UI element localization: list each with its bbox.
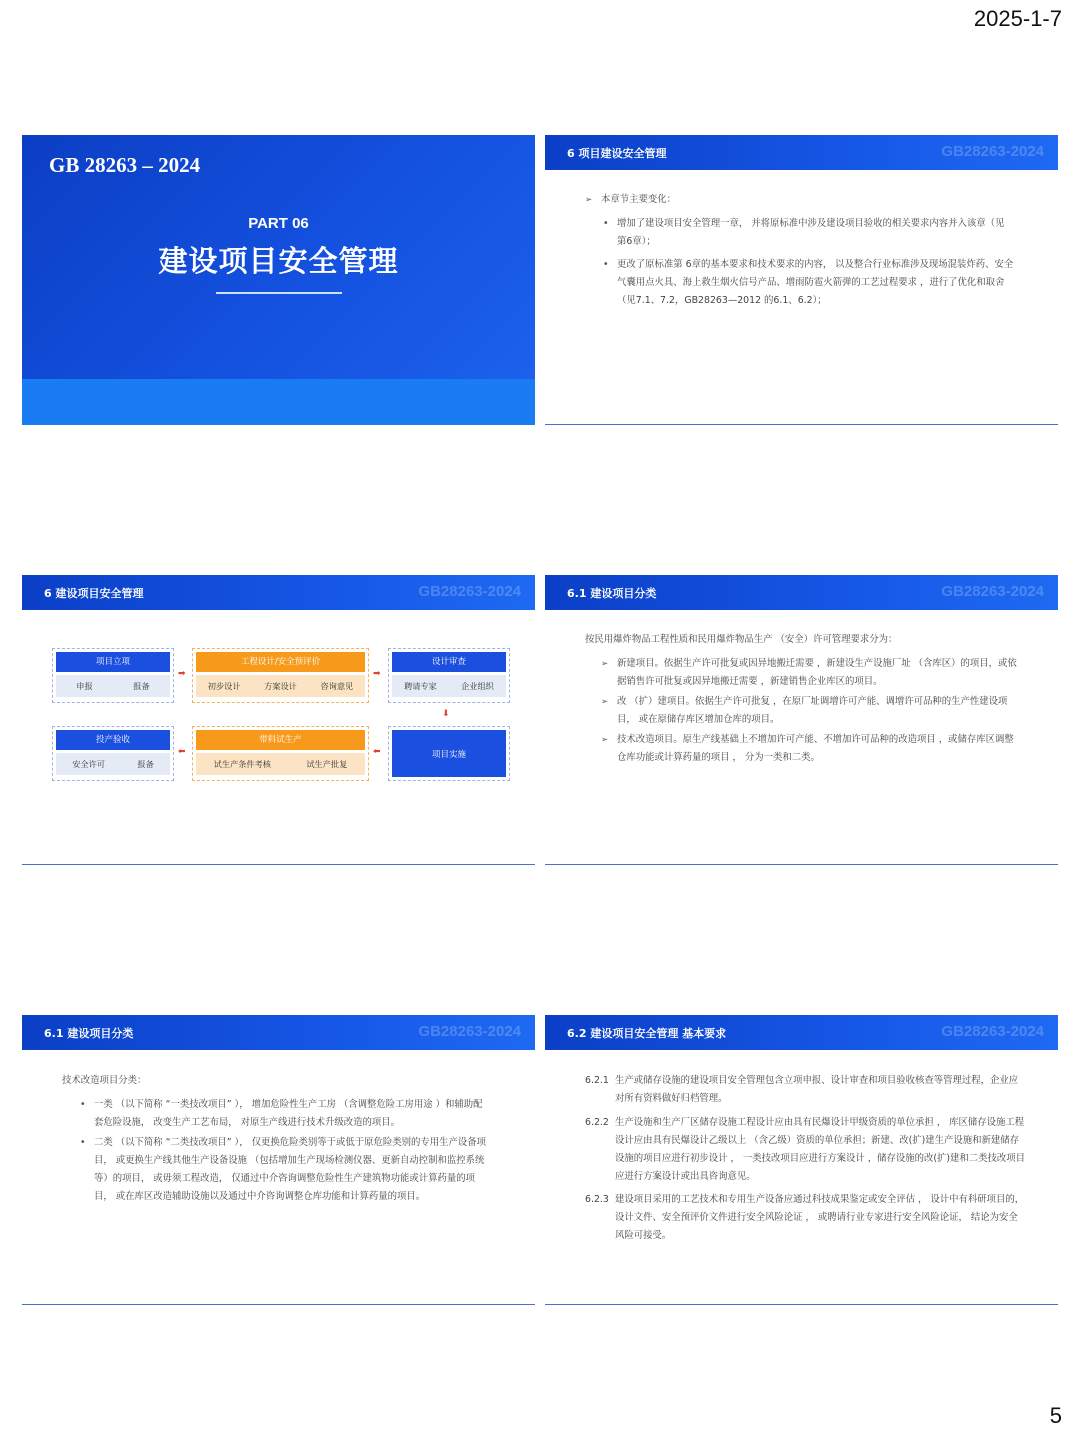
slide-header xyxy=(545,1015,1058,1050)
flow-box-trial-production xyxy=(192,726,369,781)
page-number: 5 xyxy=(1049,1403,1062,1428)
slide-classification xyxy=(545,575,1058,865)
clause-item xyxy=(585,1191,1025,1245)
page-date: 2025-1-7 xyxy=(973,6,1062,31)
flow-box-steps xyxy=(392,675,506,697)
arrow-down-icon: ⬇ xyxy=(442,709,450,719)
slide-watermark: GB28263-2024 xyxy=(941,583,1044,600)
clause-number: 6.2.3 xyxy=(585,1194,609,1205)
clause-text: 生产设施和生产厂区储存设施工程设计应由具有民爆设计甲级资质的单位承担 ， 库区储存设施工程设计应由具有民爆设计乙级以上 （含乙级）资质的单位承担；新建、改(扩)建生产设施和新建储存设施的项目应进行初步设计 ， 一类技改项目应进行方案设计 ，储存设施的改(扩)建和二类技改项目应进行方案设计或出具咨询意见。 xyxy=(615,1117,1026,1182)
flow-box-design-review xyxy=(388,648,510,703)
flow-step: 企业组织 xyxy=(461,680,494,691)
clause-text: 生产或储存设施的建设项目安全管理包含立项申报、设计审查和项目验收核查等管理过程，企业应对所有资料做好归档管理。 xyxy=(615,1075,1019,1104)
slide-bottom-rule xyxy=(22,1304,535,1305)
intro-text: ➢ 本章节主要变化： xyxy=(585,191,676,209)
slide-header-title: 6.1 建设项目分类 xyxy=(567,587,657,600)
flow-step: 聘请专家 xyxy=(404,680,437,691)
clause-item xyxy=(585,1072,1025,1108)
flow-step: 试生产条件考核 xyxy=(213,758,271,769)
list-item: • 增加了建设项目安全管理一章， 并将原标准中涉及建设项目验收的相关要求内容并入该章（见第6章）； xyxy=(601,215,1011,251)
standard-number: GB 28263 – 2024 xyxy=(49,153,201,177)
slide-body xyxy=(22,1050,535,1305)
part-label: PART 06 xyxy=(248,215,309,232)
clause-item xyxy=(585,1114,1025,1186)
slide-bottom-rule xyxy=(545,1304,1058,1305)
slide-body xyxy=(545,170,1058,425)
slide-watermark: GB28263-2024 xyxy=(418,583,521,600)
flow-box-title: 带料试生产 xyxy=(196,730,365,750)
flow-step: 安全许可 xyxy=(72,758,105,769)
flow-box-acceptance xyxy=(52,726,174,781)
arrow-right-icon: ➡ xyxy=(178,669,186,679)
flow-box-title: 投产验收 xyxy=(56,730,170,750)
slide-header-title: 6.2 建设项目安全管理 基本要求 xyxy=(567,1027,727,1040)
slide-header xyxy=(22,575,535,610)
flow-step: 方案设计 xyxy=(264,680,297,691)
slide-header-title: 6 建设项目安全管理 xyxy=(44,587,144,600)
slide-changes xyxy=(545,135,1058,425)
flow-box-steps xyxy=(56,675,170,697)
slide-header-title: 6 项目建设安全管理 xyxy=(567,147,667,160)
clause-number: 6.2.2 xyxy=(585,1117,609,1128)
flow-box-steps xyxy=(56,753,170,775)
list-item: • 更改了原标准第 6章的基本要求和技术要求的内容， 以及整合行业标准涉及现场混装炸药、安全气囊用点火具、海上救生烟火信号产品、增雨防雹火箭弹的工艺过程要求 ，进行了优化和取舍 （见7.1、7.2，GB28263—2012 的6.1、6.2）； xyxy=(601,256,1021,310)
intro-text: 技术改造项目分类： xyxy=(62,1075,147,1086)
slide-bottom-rule xyxy=(545,424,1058,425)
flow-box-steps xyxy=(196,675,365,697)
slide-flowchart xyxy=(22,575,535,865)
flow-step: 试生产批复 xyxy=(306,758,348,769)
intro-text: 按民用爆炸物品工程性质和民用爆炸物品生产 （安全）许可管理要求分为： xyxy=(585,634,898,645)
slide-bottom-rule xyxy=(22,864,535,865)
slide-body xyxy=(545,610,1058,865)
cover-bottom-band xyxy=(22,379,535,425)
flow-box-design-assessment xyxy=(192,648,369,703)
flow-box-title: 项目立项 xyxy=(56,652,170,672)
flow-step: 申报 xyxy=(76,680,93,691)
clause-number: 6.2.1 xyxy=(585,1075,609,1086)
slide-watermark: GB28263-2024 xyxy=(941,1023,1044,1040)
slide-header xyxy=(545,575,1058,610)
flow-step: 初步设计 xyxy=(207,680,241,691)
arrow-right-icon: ➡ xyxy=(373,669,381,679)
list-item: ➢ 技术改造项目。原生产线基础上不增加许可产能、不增加许可品种的改造项目 ，或储存库区调整仓库功能或计算药量的项目 ， 分为一类和二类。 xyxy=(601,731,1021,767)
slide-bottom-rule xyxy=(545,864,1058,865)
slide-watermark: GB28263-2024 xyxy=(418,1023,521,1040)
slide-watermark: GB28263-2024 xyxy=(941,143,1044,160)
flow-box-title: 设计审查 xyxy=(392,652,506,672)
flow-box-title: 项目实施 xyxy=(392,730,506,777)
slide-tech-renovation xyxy=(22,1015,535,1305)
slide-cover xyxy=(22,135,535,425)
slide-header xyxy=(22,1015,535,1050)
title-underline xyxy=(216,292,342,294)
arrow-left-icon: ⬅ xyxy=(178,747,186,757)
list-item: • 一类 （以下简称 “一类技改项目” ）， 增加危险性生产工房 （含调整危险工房用途 ）和辅助配套危险设施， 改变生产工艺布局， 对原生产线进行技术升级改造的项目。 xyxy=(78,1096,488,1132)
list-item: ➢ 新建项目。依据生产许可批复或因异地搬迁需要 ，新建设生产设施厂址 （含库区）的项目，或依据销售许可批复或因异地搬迁需要 ，新建销售企业库区的项目。 xyxy=(601,655,1021,691)
arrow-left-icon: ⬅ xyxy=(373,747,381,757)
flow-step: 报备 xyxy=(137,758,154,769)
flow-box-implementation xyxy=(388,726,510,781)
slide-header xyxy=(545,135,1058,170)
flow-step: 报备 xyxy=(133,680,150,691)
slide-header-title: 6.1 建设项目分类 xyxy=(44,1027,134,1040)
flow-box-title: 工程设计/安全预评价 xyxy=(196,652,365,672)
list-item: ➢ 改 （扩）建项目。依据生产许可批复 ，在原厂址调增许可产能、调增许可品种的生产性建设项目， 或在原储存库区增加仓库的项目。 xyxy=(601,693,1021,729)
slide-basic-requirements xyxy=(545,1015,1058,1305)
slide-body xyxy=(545,1050,1058,1305)
list-item: • 二类 （以下简称 “二类技改项目” ）， 仅更换危险类别等于或低于原危险类别的专用生产设备项目， 或更换生产线其他生产设备设施 （包括增加生产现场检测仪器、更新自动控制和监控系统等）的项目， 或毋须工程改造， 仅通过中介咨询调整危险性生产建筑物功能或计算药量的项目， 或在库区改造辅助设施以及通过中介咨询调整仓库功能和计算药量的项目。 xyxy=(78,1134,488,1206)
clause-text: 建设项目采用的工艺技术和专用生产设备应通过科技成果鉴定或安全评估 ， 设计中有科研项目的， 设计文件、安全预评价文件进行安全风险论证 ， 或聘请行业专家进行安全风险论证， 结论为安全风险可接受。 xyxy=(615,1194,1025,1241)
flow-step: 咨询意见 xyxy=(320,680,354,691)
flow-box-project-approval xyxy=(52,648,174,703)
cover-title: 建设项目安全管理 xyxy=(158,244,399,278)
flow-box-steps xyxy=(196,753,365,775)
